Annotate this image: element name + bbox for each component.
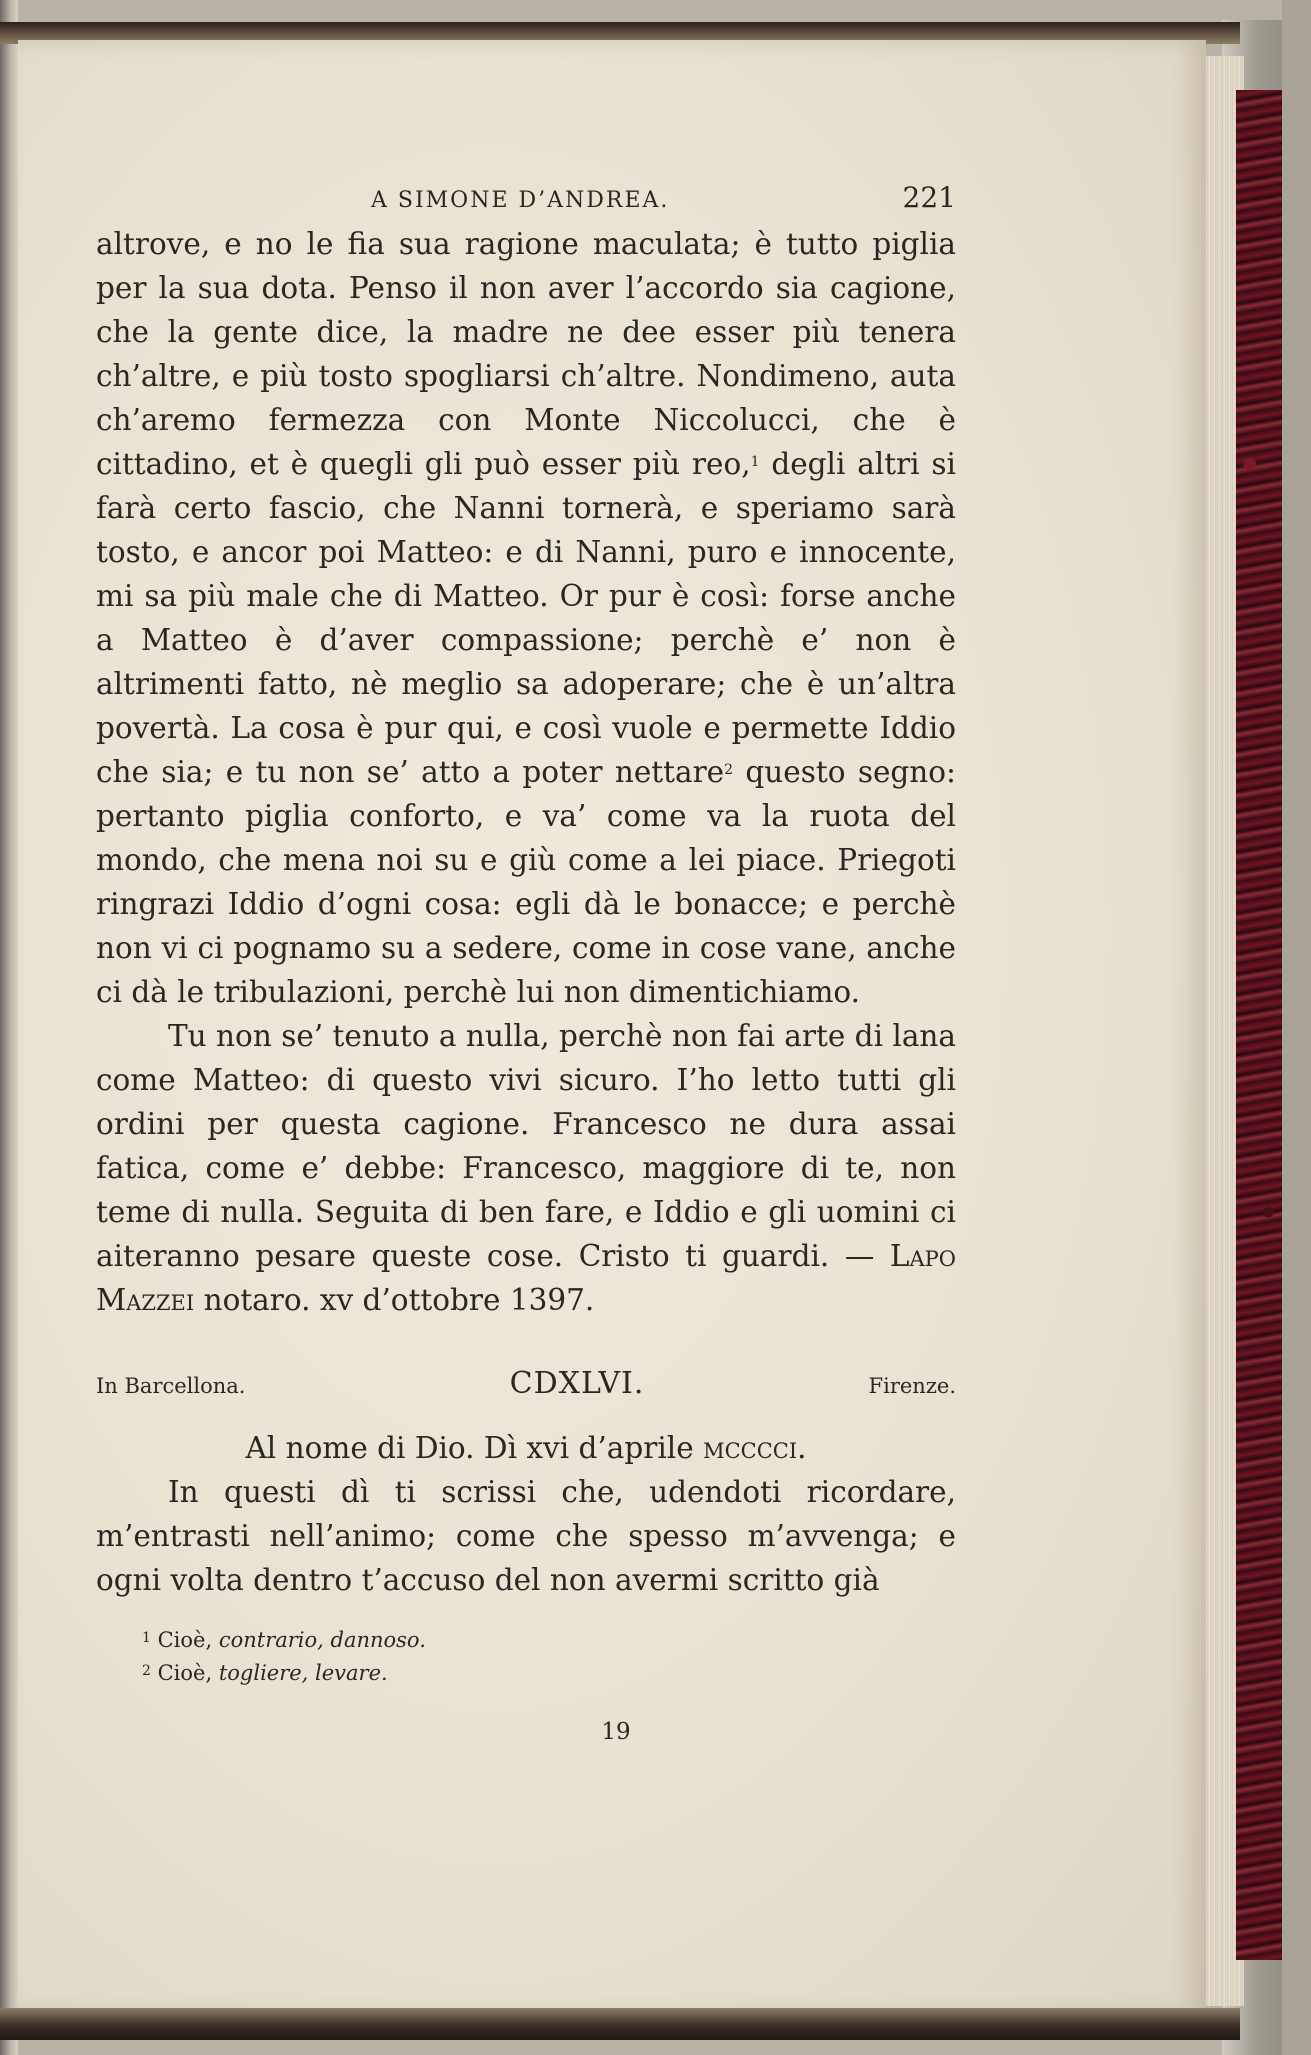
dateline-text: Al nome di Dio. Dì xvi d’aprile xyxy=(245,1431,704,1465)
footnotes xyxy=(96,1624,956,1690)
paragraph-2 xyxy=(96,1014,956,1322)
paragraph-continued xyxy=(96,222,956,1014)
letter-heading xyxy=(96,1362,956,1406)
page-number: 221 xyxy=(902,181,956,214)
paragraph-2-closing: notaro. xv d’ottobre 1397. xyxy=(194,1283,595,1317)
page-text-column xyxy=(96,176,956,1754)
paragraph-1-part-3: questo segno: pertanto piglia conforto, e va’ come va la ruota del mondo, che mena noi su e giù come a lei piace. Priegoti ringrazi Iddio d’ogni cosa: egli dà le bonacce; e perchè non vi ci pognamo su a sedere, come in cose vane, anche ci dà le tribulazioni, perchè lui non dimentichiamo. xyxy=(96,755,957,1009)
footnote-2-lead: Cioè, xyxy=(157,1661,219,1685)
footnote-ref-2: 2 xyxy=(724,762,734,778)
letter-origin: In Barcellona. xyxy=(96,1374,246,1398)
paragraph-3: In questi dì ti scrissi che, udendoti ricordare, m’entrasti nell’animo; come che spesso m’avvenga; e ogni volta dentro t’accuso del non avermi scritto già xyxy=(96,1475,956,1597)
background-wall xyxy=(1282,0,1311,2055)
footnote-ref-1: 1 xyxy=(750,454,760,470)
dateline-year: mccccі. xyxy=(703,1431,807,1465)
running-head xyxy=(96,176,956,220)
paragraph-2-text: Tu non se’ tenuto a nulla, perchè non fai arte di lana come Matteo: di questo vivi sicuro. I’ho letto tutti gli ordini per questa cagione. Francesco ne dura assai fatica, come e’ debbe: Francesco, maggiore di te, non teme di nulla. Seguita di ben fare, e Iddio e gli uomini ci aiteranno pesare queste cose. Cristo ti guardi. — xyxy=(96,1019,956,1273)
letter-number: CDXLVI. xyxy=(509,1366,645,1401)
footnote-1-mark: 1 xyxy=(142,1630,151,1646)
facing-page-edge xyxy=(0,0,18,2055)
footnote-2-gloss: togliere, levare. xyxy=(218,1661,388,1685)
marbled-cover-edge xyxy=(1236,90,1282,1960)
paragraph-1-part-1: altrove, e no le fia sua ragione maculata; è tutto piglia per la sua dota. Penso il non aver l’accordo sia cagione, che la gente dice, la madre ne dee esser più tenera ch’altre, e più tosto spogliarsi ch’altre. Nondimeno, auta ch’aremo fermezza con Monte Niccolucci, che è cittadino, et è quegli gli può esser più reo, xyxy=(96,227,956,481)
letter-dateline xyxy=(96,1426,956,1470)
footnote-1 xyxy=(142,1624,956,1657)
paragraph-1-part-2: degli altri si farà certo fascio, che Nanni tornerà, e speriamo sarà tosto, e ancor poi Matteo: e di Nanni, puro e innocente, mi sa più male che di Matteo. Or pur è così: forse anche a Matteo è d’aver compassione; perchè e’ non è altrimenti fatto, nè meglio sa adoperare; che è un’altra povertà. La cosa è pur qui, e così vuole e permette Iddio che sia; e tu non se’ atto a poter nettare xyxy=(96,447,956,789)
signature-name: Lapo Mazzei xyxy=(96,1239,956,1317)
footnote-2-mark: 2 xyxy=(142,1663,151,1679)
signature-mark: 19 xyxy=(601,1719,631,1745)
running-head-title: A SIMONE D’ANDREA. xyxy=(371,188,670,213)
footnote-1-lead: Cioè, xyxy=(157,1628,219,1652)
bottom-binding-edge xyxy=(0,2008,1240,2040)
footnote-1-gloss: contrario, dannoso. xyxy=(218,1628,426,1652)
letter-destination: Firenze. xyxy=(868,1374,956,1398)
footnote-2 xyxy=(142,1657,956,1690)
